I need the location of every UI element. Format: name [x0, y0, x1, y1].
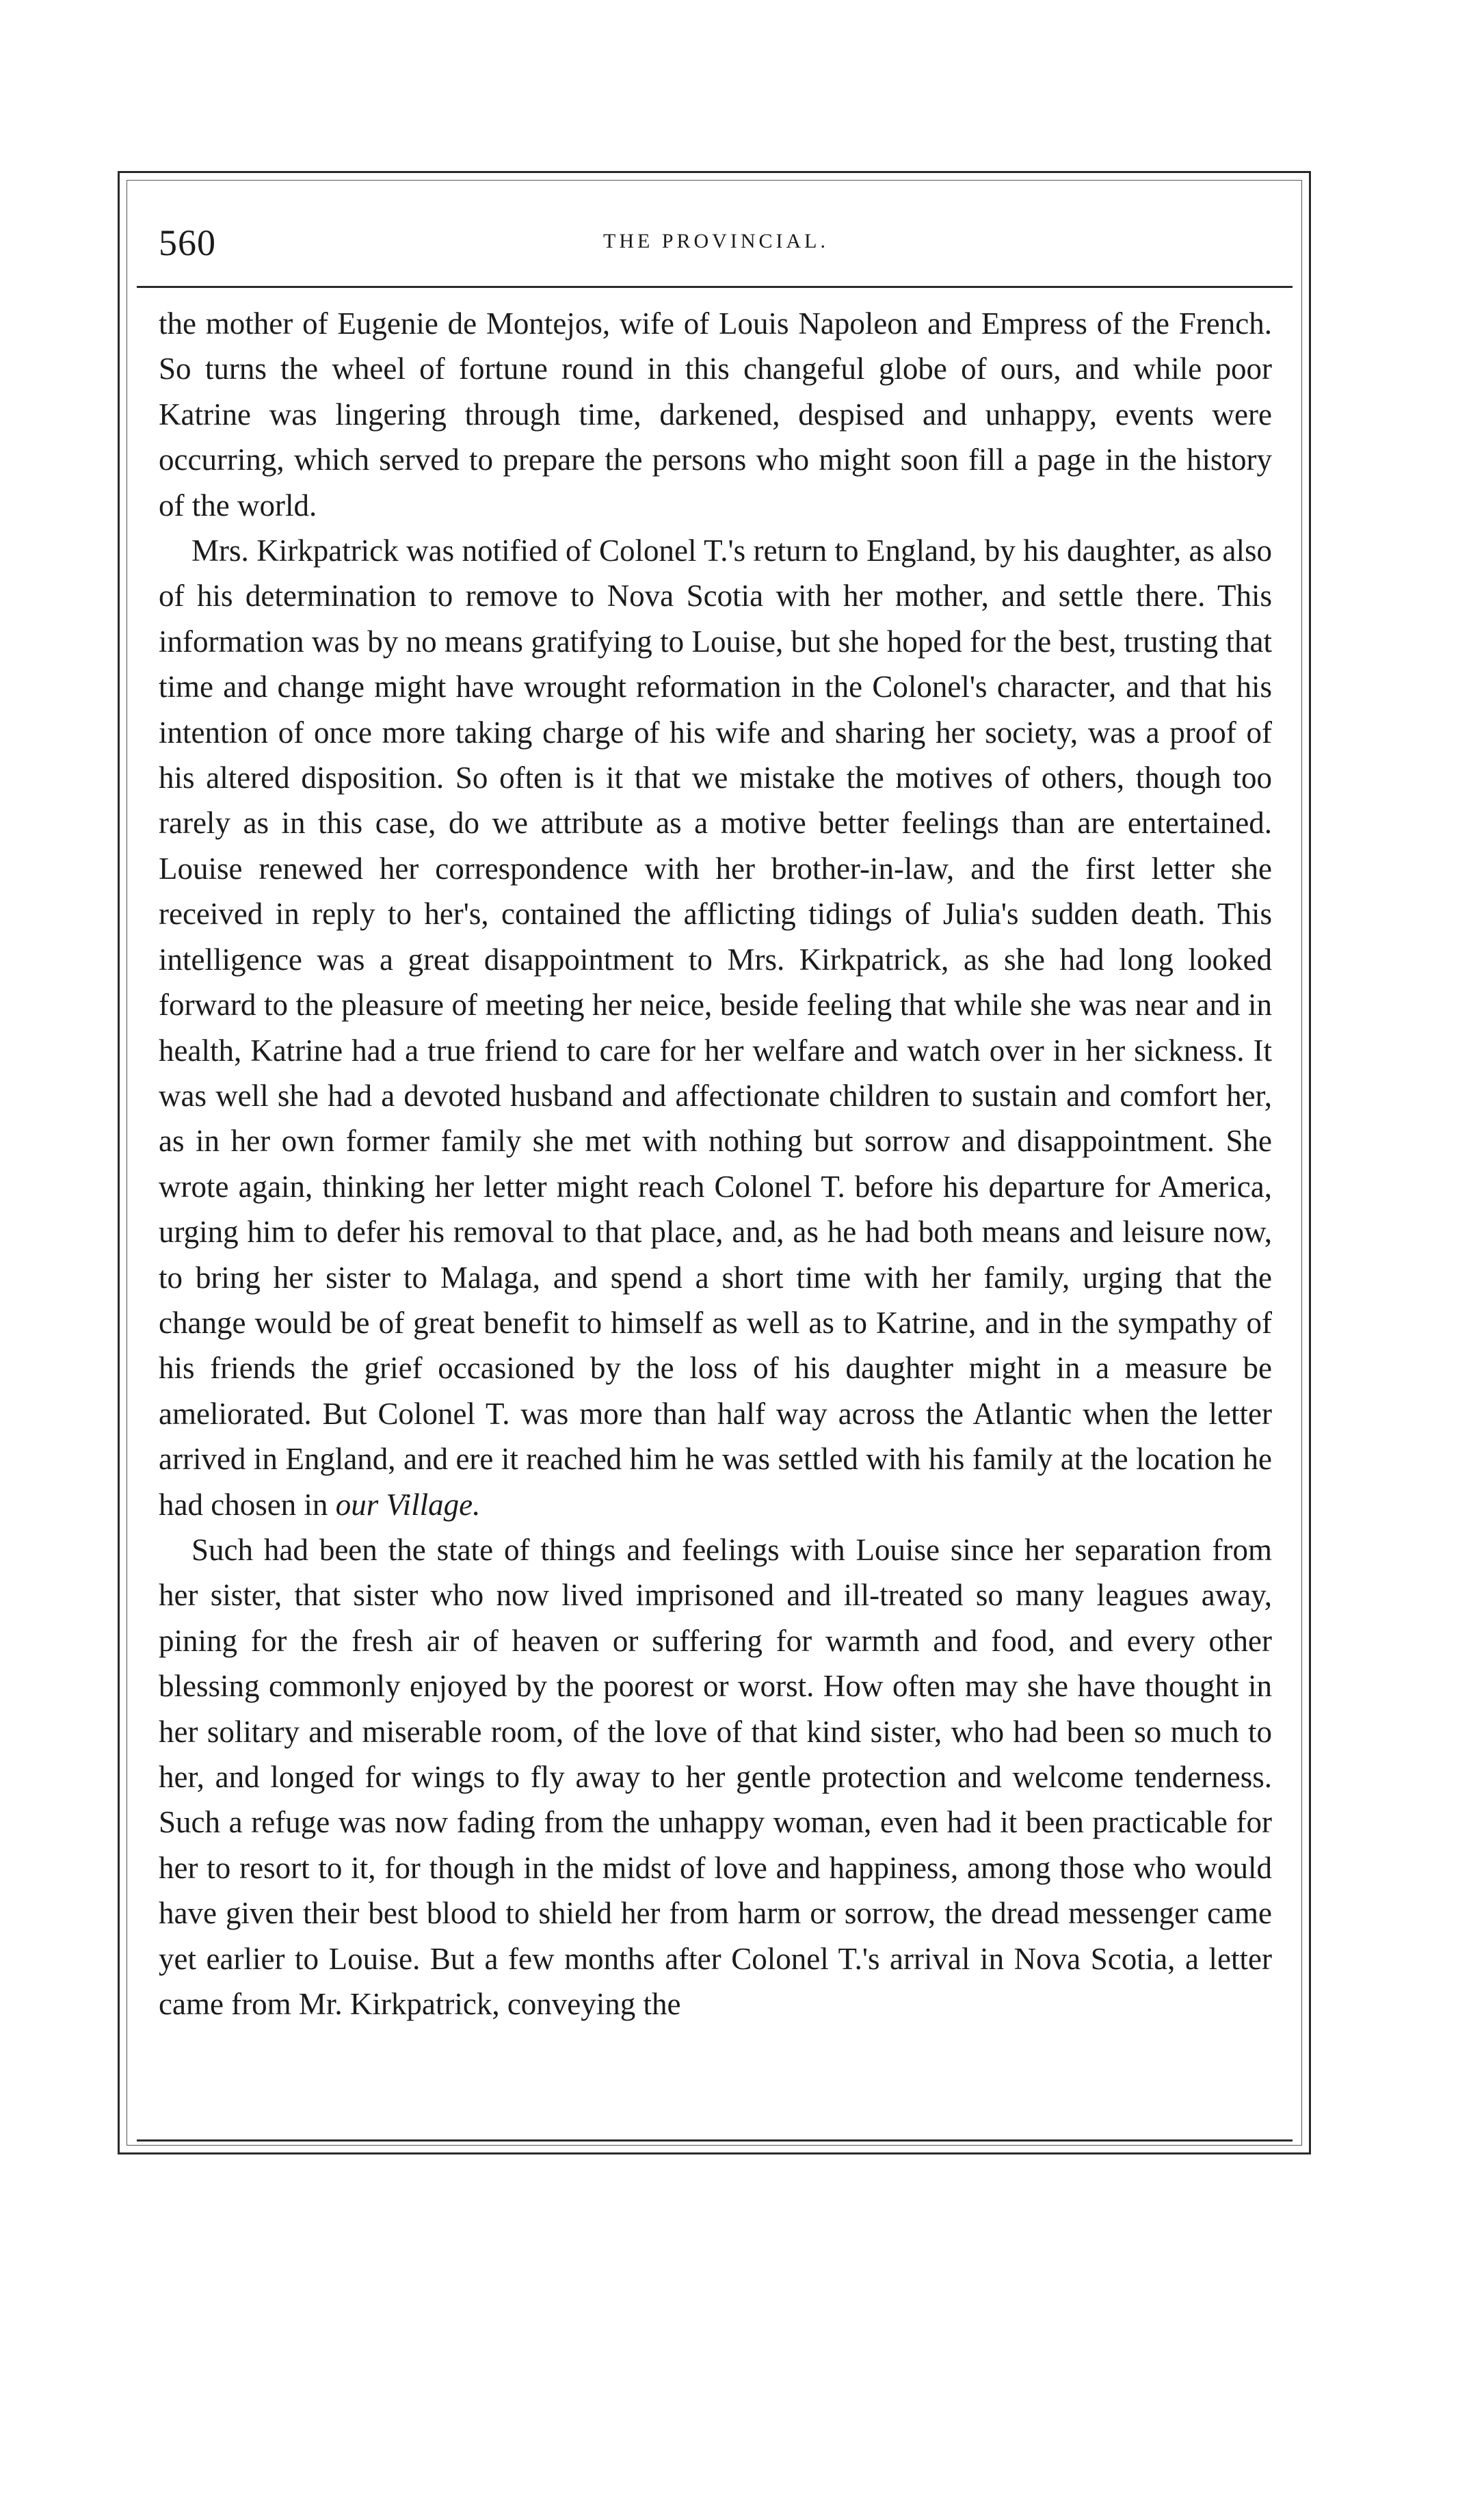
page-number: 560: [159, 222, 216, 263]
header-rule: [137, 286, 1293, 288]
italic-phrase: our Village.: [335, 1487, 481, 1522]
paragraph-2: [159, 528, 1272, 1527]
page-header: [159, 218, 1273, 280]
footer-rule: [137, 2139, 1293, 2141]
paragraph-2-text: Mrs. Kirkpatrick was notified of Colonel T.'s return to England, by his daughter, as also of his determination to remove to Nova Scotia with her mother, and settle there. This information was by no means gratifying to Louise, but she hoped for the best, trusting that time and change might have wrought reformation in the Colonel's character, and that his intention of once more taking charge of his wife and sharing her society, was a proof of his altered disposition. So often is it that we mistake the motives of others, though too rarely as in this case, do we attribute as a motive better feelings than are entertained. Louise renewed her correspondence with her brother-in-law, and the first letter she received in reply to her's, contained the afflicting tidings of Julia's sudden death. This intelligence was a great disappointment to Mrs. Kirkpatrick, as she had long looked forward to the pleasure of meeting her neice, beside feeling that while she was near and in health, Katrine had a true friend to care for her welfare and watch over in her sickness. It was well she had a devoted husband and affectionate children to sustain and comfort her, as in her own former family she met with nothing but sorrow and disappointment. She wrote again, thinking her letter might reach Colonel T. before his departure for America, urging him to defer his removal to that place, and, as he had both means and leisure now, to bring her sister to Malaga, and spend a short time with her family, urging that the change would be of great benefit to himself as well as to Katrine, and in the sympathy of his friends the grief occasioned by the loss of his daughter might in a measure be ameliorated. But Colonel T. was more than half way across the Atlantic when the letter arrived in England, and ere it reached him he was settled with his family at the location he had chosen in: [159, 533, 1272, 1522]
body-text: [159, 301, 1272, 2027]
paragraph-1: the mother of Eugenie de Montejos, wife of Louis Napoleon and Empress of the French. So turns the wheel of fortune round in this changeful globe of ours, and while poor Katrine was lingering through time, darkened, despised and unhappy, events were occurring, which served to prepare the persons who might soon fill a page in the history of the world.: [159, 306, 1272, 523]
paragraph-3: Such had been the state of things and feelings with Louise since her separation from her sister, that sister who now lived imprisoned and ill-treated so many leagues away, pining for the fresh air of heaven or suffering for warmth and food, and every other blessing commonly enjoyed by the poorest or worst. How often may she have thought in her solitary and miserable room, of the love of that kind sister, who had been so much to her, and longed for wings to fly away to her gentle protection and welcome tenderness. Such a refuge was now fading from the unhappy woman, even had it been practicable for her to resort to it, for though in the midst of love and happiness, among those who would have given their best blood to shield her from harm or sorrow, the dread messenger came yet earlier to Louise. But a few months after Colonel T.'s arrival in Nova Scotia, a letter came from Mr. Kirkpatrick, conveying the: [159, 1532, 1272, 2022]
running-title: THE PROVINCIAL.: [603, 230, 829, 252]
